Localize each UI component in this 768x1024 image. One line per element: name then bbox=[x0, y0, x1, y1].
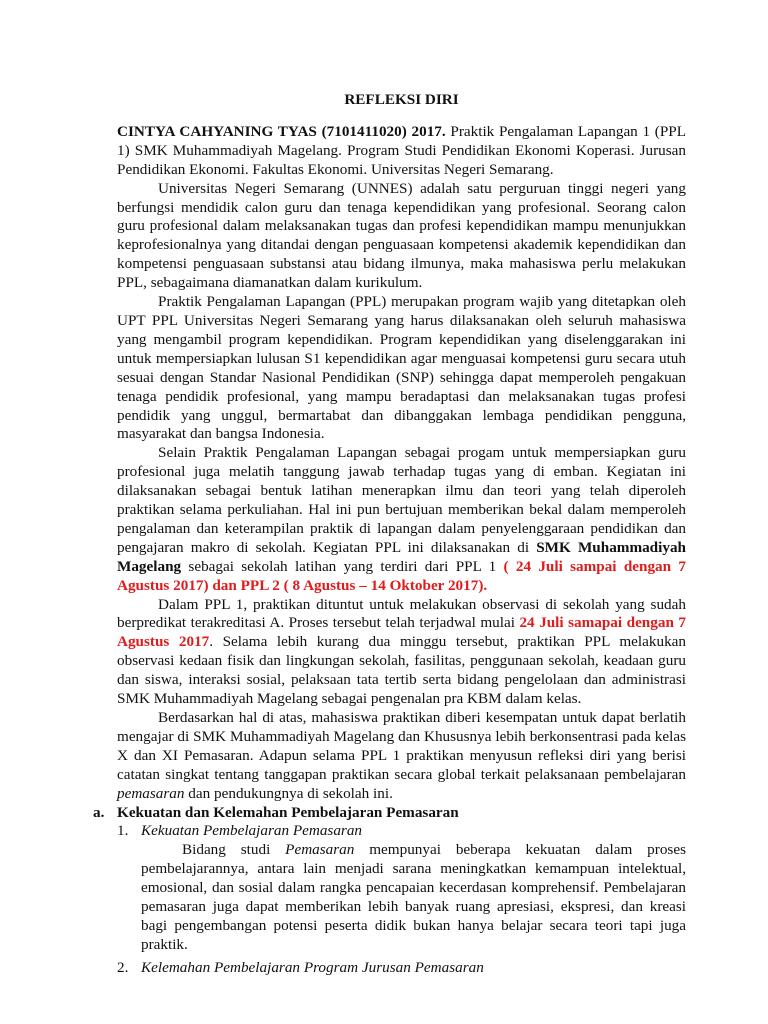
header-text: Praktik Pengalaman Lapangan 1 (PPL 1) SMK Muhammadiyah Magelang. Program Studi Pendidikan Ekonomi Koperasi. Jurusan Pendidikan Ekonomi. Fakultas Ekonomi. Universitas Negeri Semarang. bbox=[117, 122, 687, 178]
item-1-body bbox=[117, 841, 686, 954]
schedule-text-a: Selain Praktik Pengalaman Lapangan sebagai progam untuk mempersiapkan guru profesional juga melatih tanggung jawab terhadap tugas yang di emban. Kegiatan ini dilaksanakan sebagai bentuk latihan menerapkan ilmu dan teori yang telah diperoleh praktikan selama perkuliahan. Hal ini pun bertujuan memberikan bekal dalam memperoleh pengalaman dan keterampilan praktik di lapangan dalam penyelenggaraan pendidikan dan pengajaran makro di sekolah. Kegiatan PPL ini dilaksanakan di bbox=[117, 444, 686, 556]
reflection-text-a: Berdasarkan hal di atas, mahasiswa praktikan diberi kesempatan untuk dapat berlatih mengajar di SMK Muhammadiyah Magelang dan Khususnya lebih berkonsentrasi pada kelas X dan XI Pemasaran. Adapun selama PPL 1 praktikan menyusun refleksi diri yang berisi catatan singkat tentang tanggapan praktikan secara global terkait pelaksanaan pembelajaran bbox=[117, 709, 686, 783]
item-number: 1. bbox=[117, 822, 129, 840]
paragraph-schedule bbox=[117, 444, 686, 595]
observation-text-b: . Selama lebih kurang dua minggu tersebut, praktikan PPL melakukan observasi kedaan fisik dan lingkungan sekolah, fasilitas, penggunaan sekolah, keadaan guru dan siswa, interaksi sosial, pelaksaan tata tertib serta bidang pengelolaan dan administrasi SMK Muhammadiyah Magelang sebagai pengenalan pra KBM dalam kelas. bbox=[117, 633, 686, 708]
item-1-emphasis: Pemasaran bbox=[285, 841, 355, 859]
section-label: a. bbox=[93, 803, 105, 821]
paragraph-reflection bbox=[117, 709, 686, 804]
item-title: Kekuatan Pembelajaran Pemasaran bbox=[141, 822, 363, 840]
reflection-emphasis: pemasaran bbox=[117, 784, 185, 802]
observation-text-a: Dalam PPL 1, praktikan dituntut untuk melakukan observasi di sekolah yang sudah berpredikat terakreditasi A. Proses tersebut telah terjadwal mulai bbox=[117, 595, 686, 632]
item-1-text-b: mempunyai beberapa kekuatan dalam proses pembelajarannya, antara lain menjadi sarana meningkatkan kemampuan intelektual, emosional, dan sosial dalam rangka pencapaian kecerdasan komprehensif. Pembelajaran pemasaran juga dapat memberikan lebih banyak ruang apresiasi, ekspresi, dan kreasi bagi pengembangan potensi peserta didik bukan hanya belajar secara teori tapi juga praktik. bbox=[141, 841, 686, 953]
list-item-1 bbox=[117, 822, 686, 841]
observation-dates: 24 Juli samapai dengan 7 Agustus 2017 bbox=[117, 614, 686, 651]
reflection-text-b: dan pendukungnya di sekolah ini. bbox=[184, 784, 393, 802]
paragraph-header bbox=[117, 123, 686, 180]
item-title: Kelemahan Pembelajaran Program Jurusan Pemasaran bbox=[141, 958, 484, 976]
item-1-text-a: Bidang studi bbox=[182, 841, 286, 859]
school-name: SMK Muhammadiyah Magelang bbox=[117, 538, 686, 575]
section-heading-a bbox=[93, 804, 686, 823]
schedule-text-b: sebagai sekolah latihan yang terdiri dari PPL 1 bbox=[181, 557, 504, 575]
paragraph-ppl: Praktik Pengalaman Lapangan (PPL) merupakan program wajib yang ditetapkan oleh UPT PPL Universitas Negeri Semarang yang harus dilaksanakan oleh seluruh mahasiswa yang mengambil program kependidikan. Program kependidikan yang diselenggarakan ini untuk mempersiapkan lulusan S1 kependidikan agar menguasai kompetensi guru secara utuh sesuai dengan Standar Nasional Pendidikan (SNP) sehingga dapat memperoleh pengakuan tenaga pendidik profesional, yang mampu beradaptasi dan melaksanakan tugas profesi pendidik yang unggul, bermartabat dan dibanggakan lembaga pendidikan pengguna, masyarakat dan bangsa Indonesia. bbox=[117, 293, 686, 443]
ppl-dates: ( 24 Juli sampai dengan 7 Agustus 2017) dan PPL 2 ( 8 Agustus – 14 Oktober 2017). bbox=[117, 557, 686, 594]
document-title: REFLEKSI DIRI bbox=[344, 91, 459, 108]
section-title: Kekuatan dan Kelemahan Pembelajaran Pemasaran bbox=[117, 803, 459, 821]
paragraph-observation bbox=[117, 596, 686, 709]
list-item-2 bbox=[117, 959, 686, 978]
item-number: 2. bbox=[117, 958, 129, 976]
author-citation: CINTYA CAHYANING TYAS (7101411020) 2017. bbox=[117, 122, 446, 140]
paragraph-unnes: Universitas Negeri Semarang (UNNES) adalah satu perguruan tinggi negeri yang berfungsi mendidik calon guru dan tenaga kependidikan yang profesional. Seorang calon guru profesional dalam melaksanakan tugas dan profesi kependidikan mampu menunjukkan keprofesionalnya yang ditandai dengan penguasaan kompetensi akademik kependidikan dan kompetensi penguasaan substansi atau bidang ilmunya, maka mahasiswa perlu melakukan PPL, sebagaimana diamanatkan dalam kurikulum. bbox=[117, 179, 686, 292]
